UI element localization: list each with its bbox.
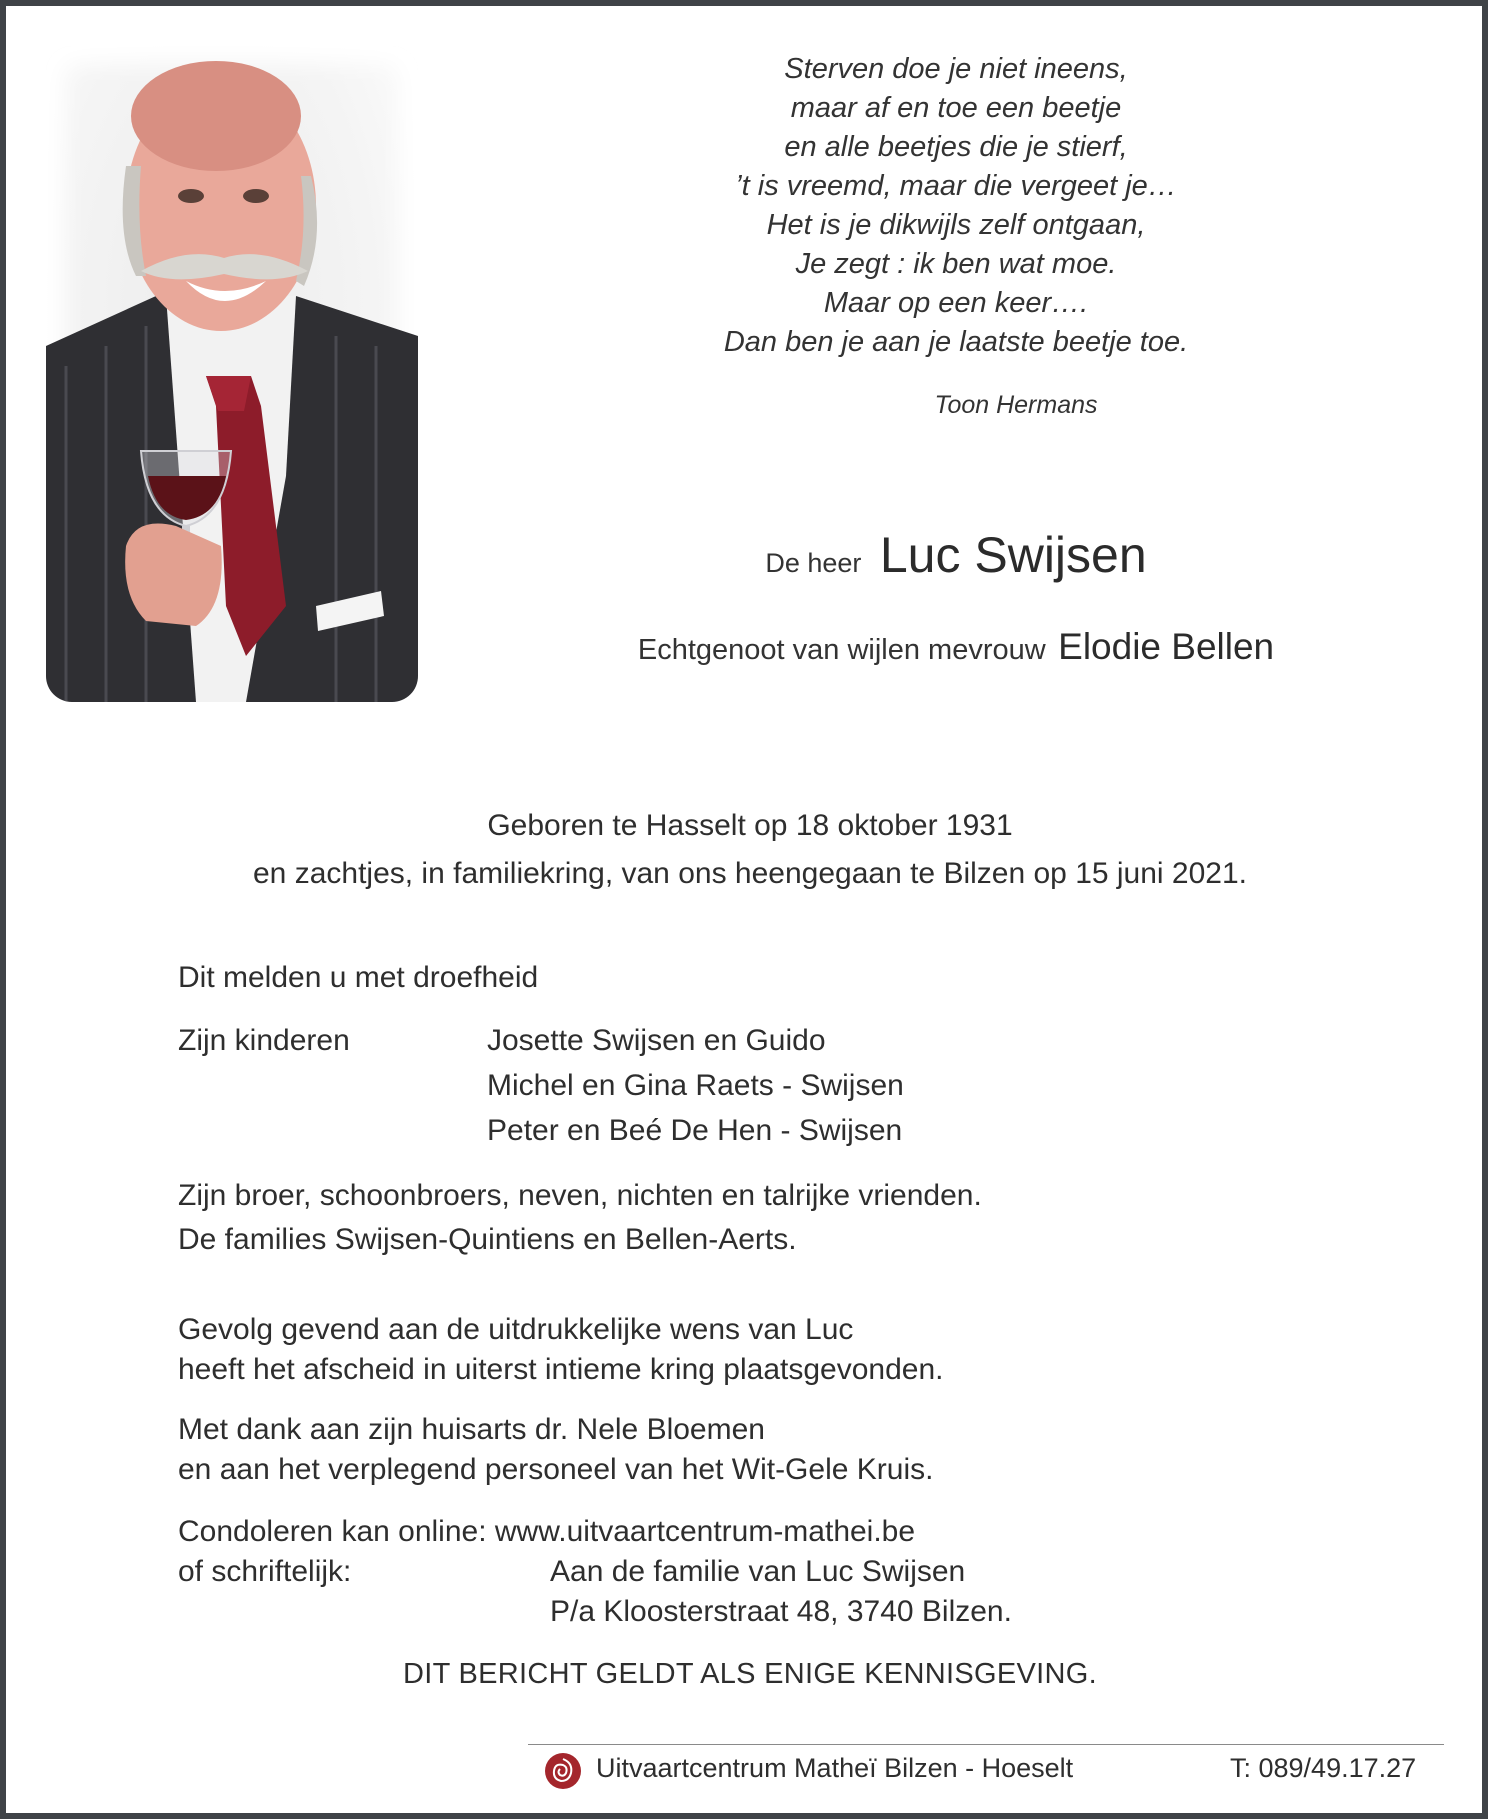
poem-line: ’t is vreemd, maar die vergeet je… bbox=[735, 170, 1177, 202]
spouse-name: Elodie Bellen bbox=[1058, 626, 1275, 667]
deceased-name: Luc Swijsen bbox=[879, 527, 1147, 583]
children-list bbox=[487, 1018, 904, 1153]
rose-logo-icon bbox=[543, 1751, 583, 1791]
children-label: Zijn kinderen bbox=[178, 1024, 350, 1057]
thanks-line: en aan het verplegend personeel van het Wit-Gele Kruis. bbox=[178, 1453, 934, 1486]
child-entry: Josette Swijsen en Guido bbox=[487, 1024, 826, 1057]
child-entry: Michel en Gina Raets - Swijsen bbox=[487, 1069, 904, 1102]
deceased-name-row bbox=[606, 526, 1306, 584]
relatives-line: Zijn broer, schoonbroers, neven, nichten en talrijke vrienden. bbox=[178, 1179, 982, 1212]
family-intro: Dit melden u met droefheid bbox=[178, 961, 539, 994]
spouse-prefix: Echtgenoot van wijlen mevrouw bbox=[637, 634, 1046, 666]
condolence-online-line: Condoleren kan online: www.uitvaartcentrum-mathei.be bbox=[178, 1515, 916, 1548]
child-entry: Peter en Beé De Hen - Swijsen bbox=[487, 1114, 903, 1147]
farewell-line: Gevolg gevend aan de uitdrukkelijke wens van Luc bbox=[178, 1313, 854, 1346]
poem-author: Toon Hermans bbox=[934, 391, 1098, 419]
poem-line: Dan ben je aan je laatste beetje toe. bbox=[723, 326, 1189, 358]
farewell-line: heeft het afscheid in uiterst intieme kring plaatsgevonden. bbox=[178, 1353, 944, 1386]
poem-line: maar af en toe een beetje bbox=[790, 92, 1122, 124]
portrait-illustration bbox=[46, 46, 418, 702]
poem bbox=[606, 50, 1306, 362]
address-line: Aan de familie van Luc Swijsen bbox=[550, 1555, 966, 1588]
death-line: en zachtjes, in familiekring, van ons heengegaan te Bilzen op 15 juni 2021. bbox=[253, 857, 1247, 890]
deceased-title: De heer bbox=[765, 548, 862, 578]
families-line: De families Swijsen-Quintiens en Bellen-Aerts. bbox=[178, 1223, 797, 1256]
poem-line: Sterven doe je niet ineens, bbox=[784, 53, 1128, 85]
spouse-row bbox=[566, 626, 1346, 668]
thanks-line: Met dank aan zijn huisarts dr. Nele Bloemen bbox=[178, 1413, 765, 1446]
poem-line: Het is je dikwijls zelf ontgaan, bbox=[766, 209, 1146, 241]
notice-text: DIT BERICHT GELDT ALS ENIGE KENNISGEVING. bbox=[403, 1658, 1097, 1690]
birth-line: Geboren te Hasselt op 18 oktober 1931 bbox=[487, 809, 1013, 842]
poem-line: en alle beetjes die je stierf, bbox=[784, 131, 1128, 163]
portrait-photo bbox=[46, 46, 418, 702]
funeral-home-name: Uitvaartcentrum Matheï Bilzen - Hoeselt bbox=[596, 1753, 1074, 1783]
address-line: P/a Kloosterstraat 48, 3740 Bilzen. bbox=[550, 1595, 1012, 1628]
funeral-home-phone: T: 089/49.17.27 bbox=[1230, 1753, 1417, 1783]
poem-line: Je zegt : ik ben wat moe. bbox=[795, 248, 1117, 280]
footer-divider bbox=[528, 1744, 1444, 1745]
written-condolence-label: of schriftelijk: bbox=[178, 1555, 352, 1588]
poem-line: Maar op een keer…. bbox=[823, 287, 1089, 319]
condolence-address bbox=[550, 1552, 1012, 1632]
